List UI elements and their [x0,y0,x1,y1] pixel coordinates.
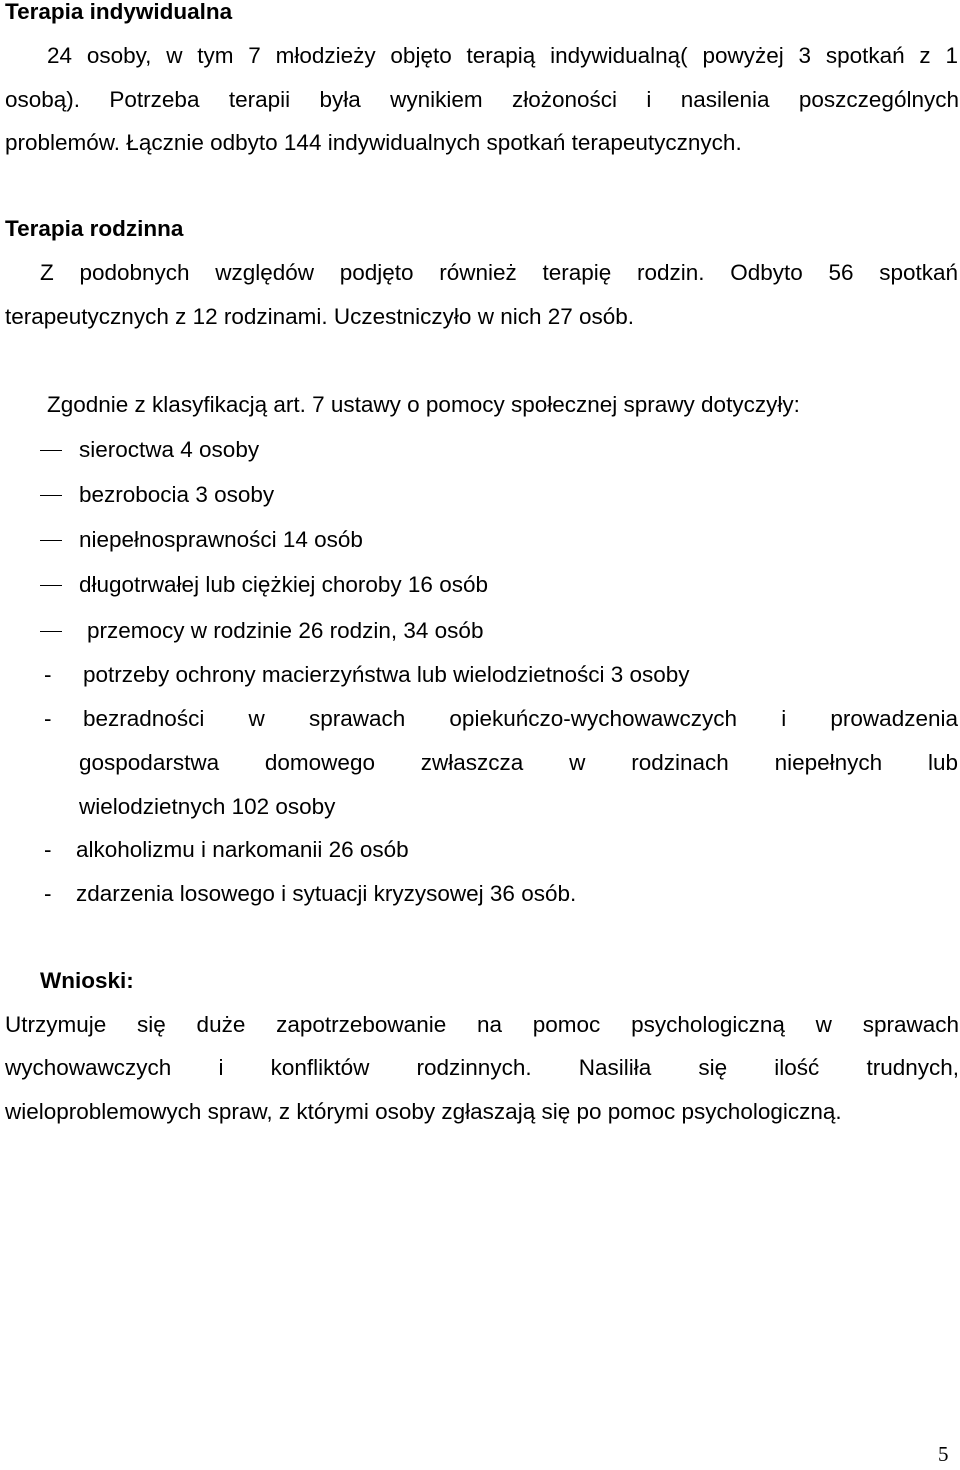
dash-bullet [40,631,62,632]
list-item: przemocy w rodzinie 26 rodzin, 34 osób [87,618,484,643]
list-item: niepełnosprawności 14 osób [79,527,363,552]
paragraph-line: wieloproblemowych spraw, z którymi osoby zgłaszają się po pomoc psychologiczną. [5,1099,842,1124]
list-item: długotrwałej lub ciężkiej choroby 16 osób [79,572,488,597]
dash-bullet [40,585,62,586]
paragraph-line: 24 osoby, w tym 7 młodzieży objęto terapią indywidualną( powyżej 3 spotkań z 1 [47,43,958,68]
list-item-continuation: gospodarstwa domowego zwłaszcza w rodzinach niepełnych lub [79,750,958,775]
paragraph-line: osobą). Potrzeba terapii była wynikiem złożoności i nasilenia poszczególnych [5,87,959,112]
list-item-continuation: wielodzietnych 102 osoby [79,794,336,819]
classification-intro: Zgodnie z klasyfikacją art. 7 ustawy o pomocy społecznej sprawy dotyczyły: [47,392,800,417]
heading-conclusions: Wnioski: [40,968,134,993]
hyphen-bullet: - [44,706,52,731]
paragraph-line: Utrzymuje się duże zapotrzebowanie na pomoc psychologiczną w sprawach [5,1012,959,1037]
dash-bullet [40,540,62,541]
list-item: sieroctwa 4 osoby [79,437,260,462]
dash-bullet [40,495,62,496]
paragraph-line: problemów. Łącznie odbyto 144 indywidualnych spotkań terapeutycznych. [5,130,742,155]
paragraph-line: terapeutycznych z 12 rodzinami. Uczestniczyło w nich 27 osób. [5,304,635,329]
page-number: 5 [938,1442,949,1466]
list-item: bezradności w sprawach opiekuńczo-wychowawczych i prowadzenia [83,706,958,731]
list-item: bezrobocia 3 osoby [79,482,275,507]
list-item: potrzeby ochrony macierzyństwa lub wielodzietności 3 osoby [83,662,690,687]
paragraph-line: wychowawczych i konfliktów rodzinnych. Nasiliła się ilość trudnych, [5,1055,959,1080]
list-item: zdarzenia losowego i sytuacji kryzysowej 36 osób. [76,881,577,906]
heading-individual-therapy: Terapia indywidualna [5,0,233,24]
paragraph-line: Z podobnych względów podjęto również terapię rodzin. Odbyto 56 spotkań [40,260,958,285]
list-item: alkoholizmu i narkomanii 26 osób [76,837,409,862]
hyphen-bullet: - [44,881,52,906]
dash-bullet [40,450,62,451]
heading-family-therapy: Terapia rodzinna [5,216,184,241]
hyphen-bullet: - [44,837,52,862]
hyphen-bullet: - [44,662,52,687]
